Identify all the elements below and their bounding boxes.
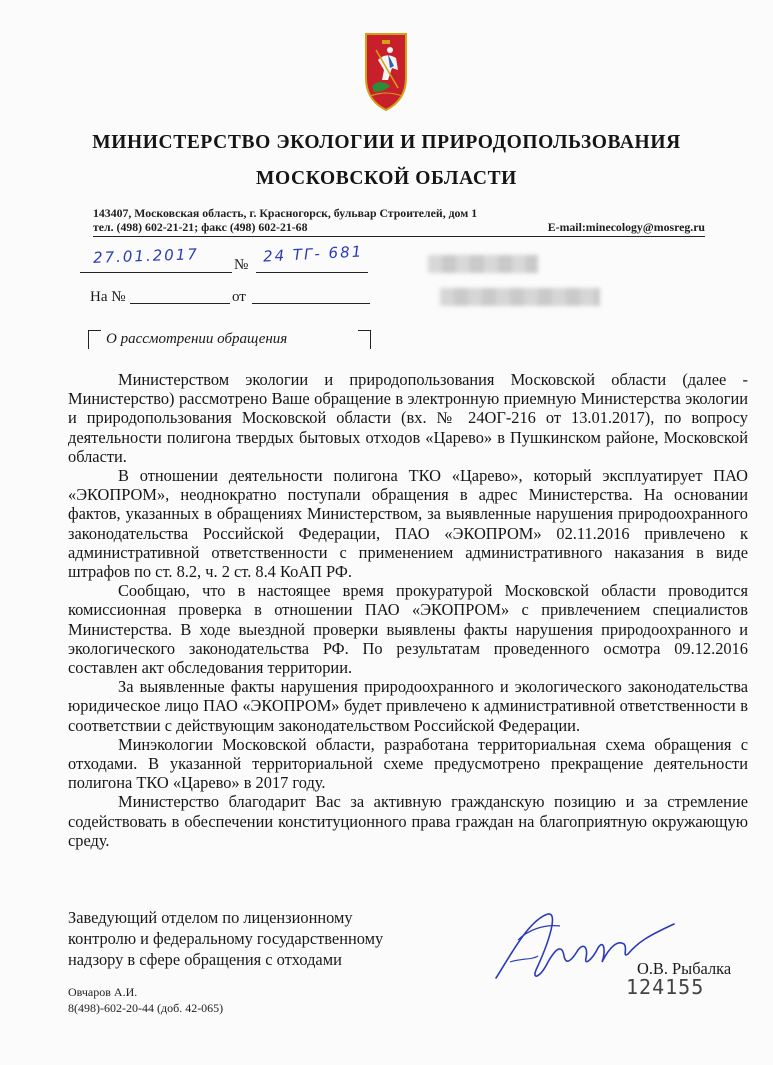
ministry-subtitle: МОСКОВСКОЙ ОБЛАСТИ xyxy=(256,168,517,189)
email: E-mail:minecology@mosreg.ru xyxy=(547,220,705,234)
header-divider xyxy=(93,236,705,237)
executor-name: Овчаров А.И. xyxy=(68,985,138,999)
redacted-recipient-line1 xyxy=(428,255,538,273)
handwritten-number: 24 ТГ- 681 xyxy=(262,242,364,266)
subject-bracket-left xyxy=(88,330,101,349)
body-paragraph: Министерством экологии и природопользования Московской области (далее - Министерство) рассмотрено Ваше обращение в электронную приемную Министерства экологии и природопользования Московской области (вх. № 24ОГ-216 от 13.01.2017), по вопросу деятельности полигона твердых бытовых отходов «Царево» в Пушкинском районе, Московской области. xyxy=(68,370,748,466)
signer-name: О.В. Рыбалка xyxy=(637,959,732,978)
number-sign: № xyxy=(234,257,249,273)
number-underline xyxy=(256,272,368,273)
body-paragraph: Минэкологии Московской области, разработана территориальная схема обращения с отходами. В указанной территориальной схеме предусмотрено прекращение деятельности полигона ТКО «Царево» в 2017 году. xyxy=(68,734,748,793)
address: 143407, Московская область, г. Красногорск, бульвар Строителей, дом 1 xyxy=(93,206,478,220)
body-paragraph: Министерство благодарит Вас за активную гражданскую позицию и за стремление содействовать в обеспечении конституционного права граждан на благоприятную окружающую среду. xyxy=(68,792,748,850)
executor-phone: 8(498)-602-20-44 (доб. 42-065) xyxy=(68,1001,224,1015)
body-paragraph: За выявленные факты нарушения природоохранного и экологического законодательства юридическое лицо ПАО «ЭКОПРОМ» будет привлечено к административной ответственности в соответствии с действующим законодательством Российской Федерации. xyxy=(68,677,748,735)
redacted-recipient-line2 xyxy=(440,288,600,306)
reply-to-underline xyxy=(130,303,230,304)
from-label: от xyxy=(232,289,246,305)
from-underline xyxy=(252,303,370,304)
subject-bracket-right xyxy=(358,330,371,349)
reply-to-label: На № xyxy=(90,289,126,305)
subject-line: О рассмотрении обращения xyxy=(106,331,288,347)
body-paragraph: Сообщаю, что в настоящее время прокуратурой Московской области проводится комиссионная проверка в отношении ПАО «ЭКОПРОМ» с привлечением специалистов Министерства. В ходе выездной проверки выявлены факты нарушения природоохранного и экологического законодательства РФ. По результатам проведенного осмотра 09.12.2016 составлен акт обследования территории. xyxy=(68,581,748,678)
signer-position: контролю и федеральному государственному xyxy=(68,929,384,948)
handwritten-date: 27.01.2017 xyxy=(92,245,200,267)
date-underline xyxy=(80,272,232,273)
coat-of-arms-icon xyxy=(360,30,412,114)
registration-stamp-number: 124155 xyxy=(626,975,705,999)
signer-position: Заведующий отделом по лицензионному xyxy=(68,908,353,927)
phone-fax: тел. (498) 602-21-21; факс (498) 602-21-68 xyxy=(93,220,308,234)
body-paragraph: В отношении деятельности полигона ТКО «Царево», который эксплуатирует ПАО «ЭКОПРОМ», неоднократно поступали обращения в адрес Министерства. На основании фактов, указанных в обращениях Министерством, за выявленные нарушения природоохранного законодательства Российской Федерации, ПАО «ЭКОПРОМ» 02.11.2016 привлечено к административной ответственности с применением административного наказания в виде штрафов по ст. 8.2, ч. 2 ст. 8.4 КоАП РФ. xyxy=(68,466,748,582)
signer-position: надзору в сфере обращения с отходами xyxy=(68,950,342,969)
ministry-title: МИНИСТЕРСТВО ЭКОЛОГИИ И ПРИРОДОПОЛЬЗОВАНИЯ xyxy=(92,132,681,153)
letter-body xyxy=(68,370,748,850)
